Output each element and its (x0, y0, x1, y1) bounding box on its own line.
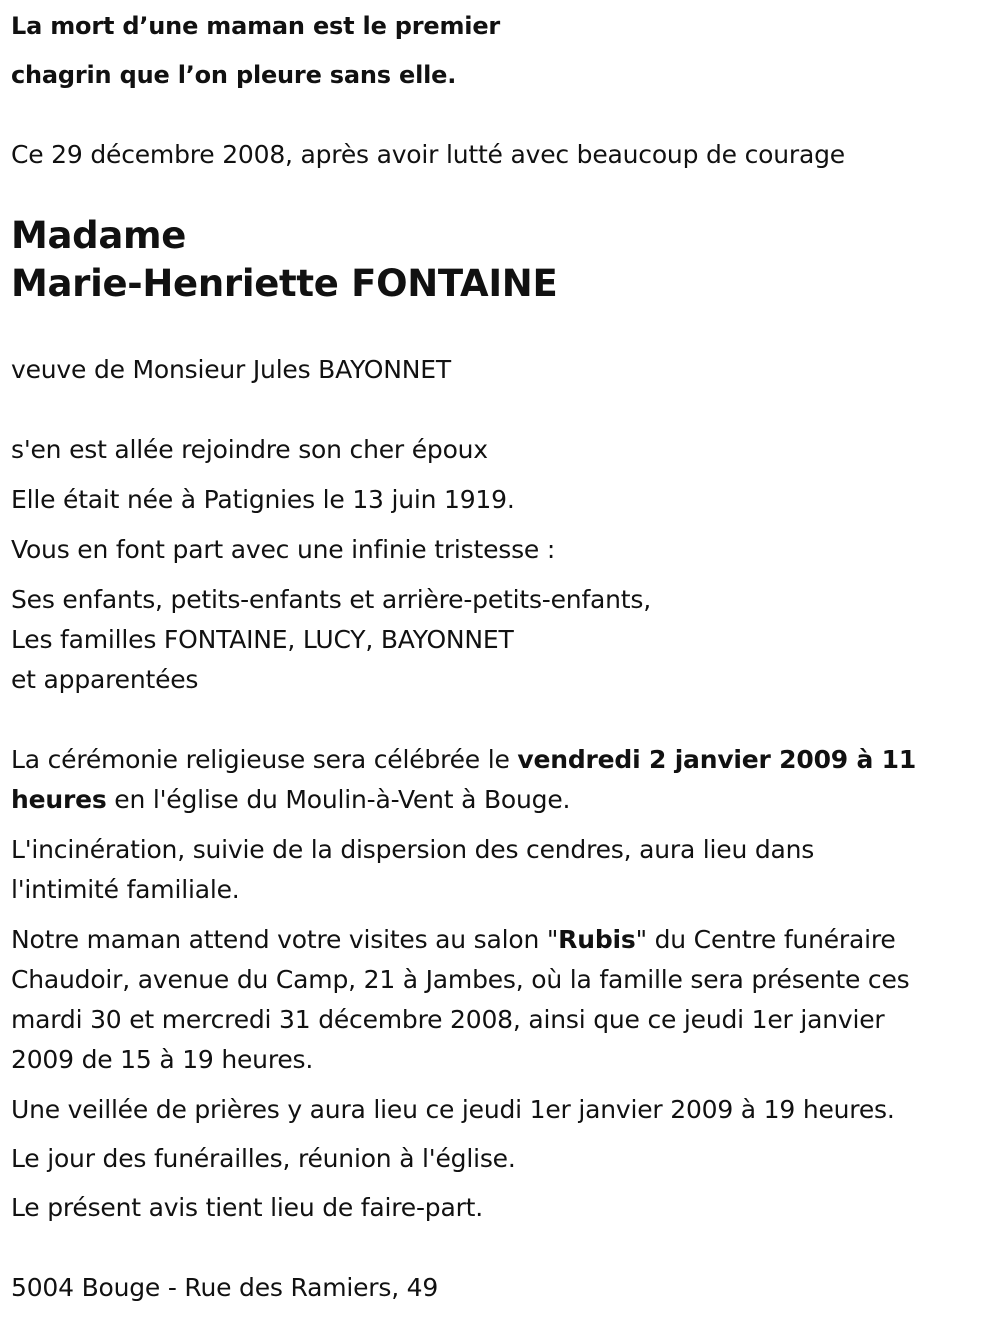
ceremony-line-2 (11, 785, 570, 815)
family-line-3: et apparentées (11, 665, 199, 694)
salon-name: Rubis (558, 925, 636, 954)
widow-of-text: veuve de Monsieur Jules BAYONNET (11, 355, 451, 384)
visits-line-2: Chaudoir, avenue du Camp, 21 à Jambes, où la famille sera présente ces (11, 965, 910, 994)
incineration-line-2: l'intimité familiale. (11, 875, 240, 904)
ceremony-location: en l'église du Moulin-à-Vent à Bouge. (106, 785, 571, 814)
visits-line-4: 2009 de 15 à 19 heures. (11, 1045, 314, 1074)
quote-line-2: chagrin que l’on pleure sans elle. (11, 61, 457, 89)
birth-text: Elle était née à Patignies le 13 juin 1919. (11, 485, 515, 514)
visits-line-1 (11, 925, 896, 955)
meeting-text: Le jour des funérailles, réunion à l'église. (11, 1144, 516, 1173)
visits-prefix: Notre maman attend votre visites au salon " (11, 925, 559, 954)
joined-text: s'en est allée rejoindre son cher époux (11, 435, 488, 464)
deceased-name: Marie-Henriette FONTAINE (11, 262, 558, 305)
visits-suffix: " du Centre funéraire (635, 925, 896, 954)
announce-text: Vous en font part avec une infinie tristesse : (11, 535, 556, 564)
family-line-1: Ses enfants, petits-enfants et arrière-petits-enfants, (11, 585, 651, 614)
notice-text: Le présent avis tient lieu de faire-part. (11, 1193, 484, 1222)
intro-text: Ce 29 décembre 2008, après avoir lutté avec beaucoup de courage (11, 140, 845, 169)
ceremony-line-1 (11, 745, 916, 775)
quote-line-1: La mort d’une maman est le premier (11, 12, 501, 40)
ceremony-hour: heures (11, 785, 107, 814)
ceremony-prefix: La cérémonie religieuse sera célébrée le (11, 745, 518, 774)
address-text: 5004 Bouge - Rue des Ramiers, 49 (11, 1273, 439, 1302)
family-line-2: Les familles FONTAINE, LUCY, BAYONNET (11, 625, 514, 654)
deceased-title: Madame (11, 214, 187, 257)
ceremony-date: vendredi 2 janvier 2009 à 11 (517, 745, 917, 774)
incineration-line-1: L'incinération, suivie de la dispersion des cendres, aura lieu dans (11, 835, 815, 864)
vigil-text: Une veillée de prières y aura lieu ce jeudi 1er janvier 2009 à 19 heures. (11, 1095, 895, 1124)
visits-line-3: mardi 30 et mercredi 31 décembre 2008, ainsi que ce jeudi 1er janvier (11, 1005, 885, 1034)
